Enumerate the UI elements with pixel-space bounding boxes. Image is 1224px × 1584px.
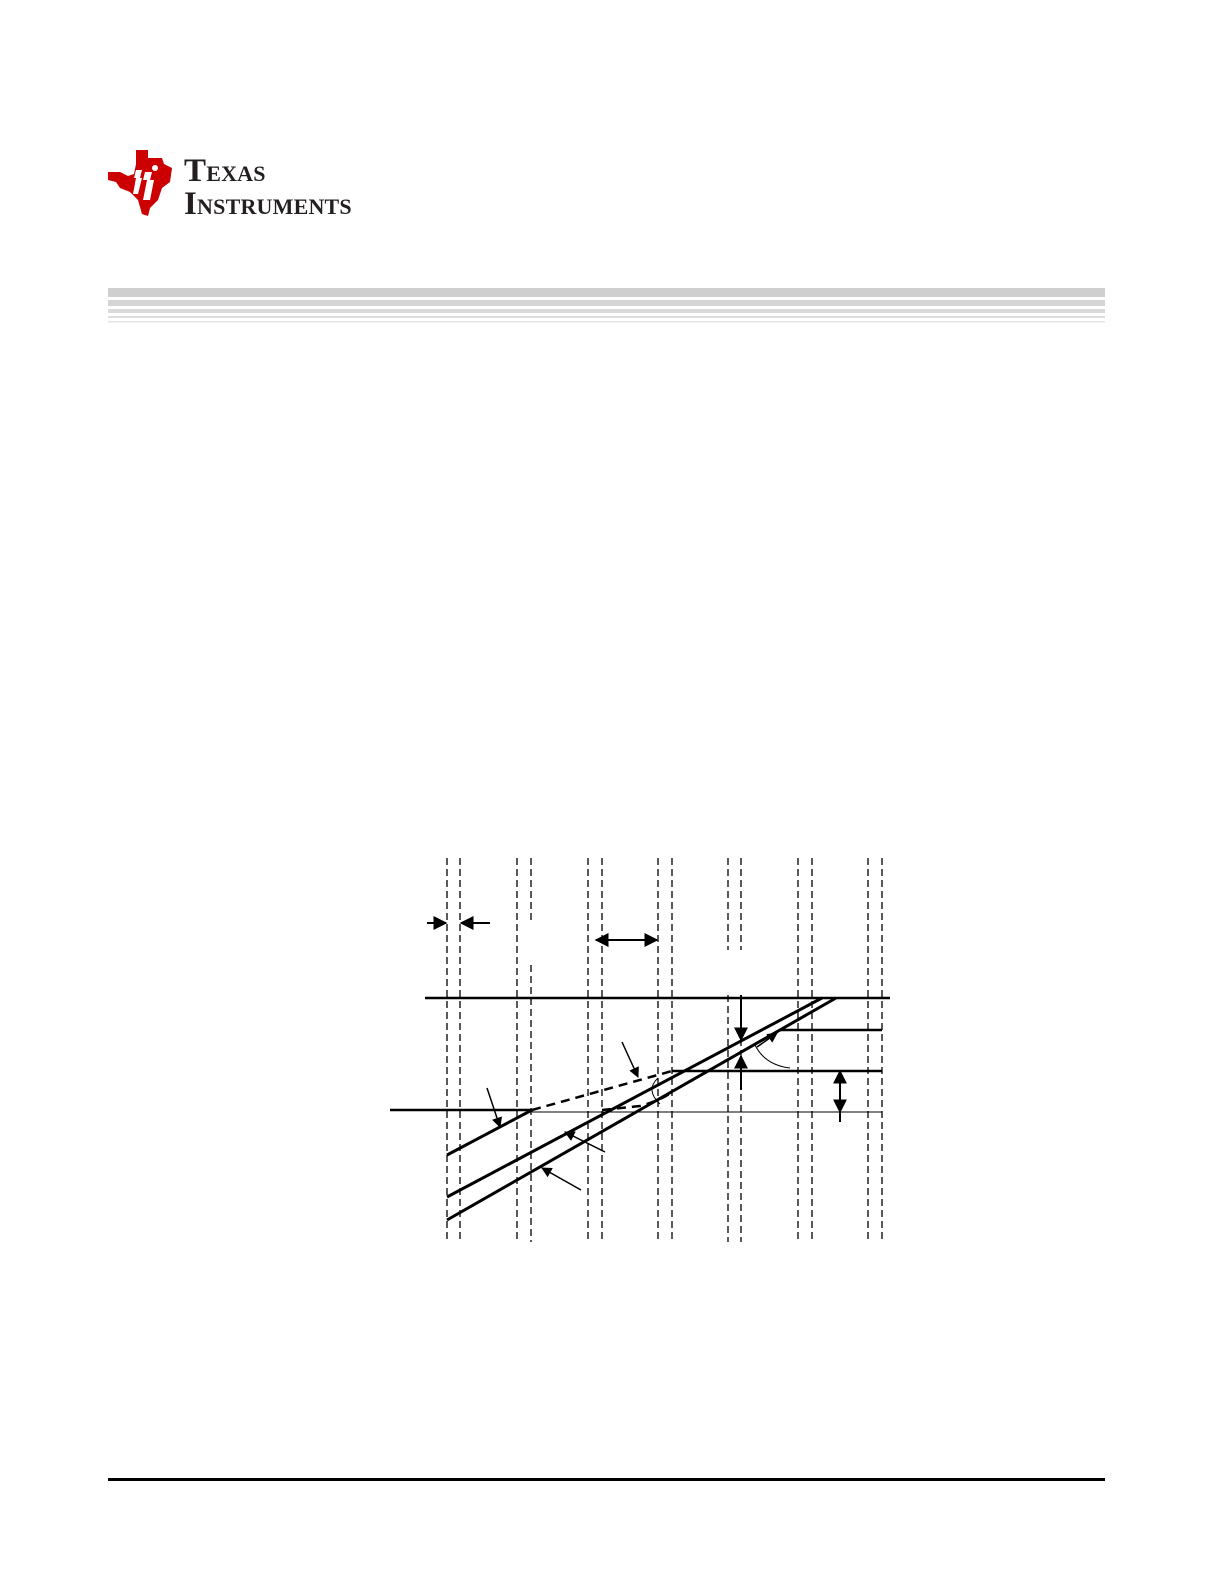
timing-diagram	[380, 850, 900, 1250]
callout-arrow-icon	[542, 1168, 581, 1190]
angle-arc	[755, 1045, 790, 1068]
header-rules	[108, 288, 1105, 324]
curved-annotations	[652, 1045, 790, 1104]
callout-arrow-icon	[487, 1088, 500, 1127]
header-rule-2	[108, 300, 1105, 306]
header-rule-5	[108, 321, 1105, 323]
callout-arrow-icon	[622, 1042, 638, 1077]
texas-instruments-logo-icon	[106, 148, 176, 218]
ti-logo	[106, 148, 416, 228]
logo-line-2: INSTRUMENTS	[184, 186, 352, 222]
header-rule-3	[108, 309, 1105, 313]
header-rule-1	[108, 288, 1105, 297]
footer-rule	[108, 1478, 1105, 1481]
ramp-line-middle	[447, 998, 822, 1197]
logo-wordmark	[184, 153, 352, 222]
logo-line-1: TEXAS	[184, 153, 266, 189]
header-rule-4	[108, 316, 1105, 318]
